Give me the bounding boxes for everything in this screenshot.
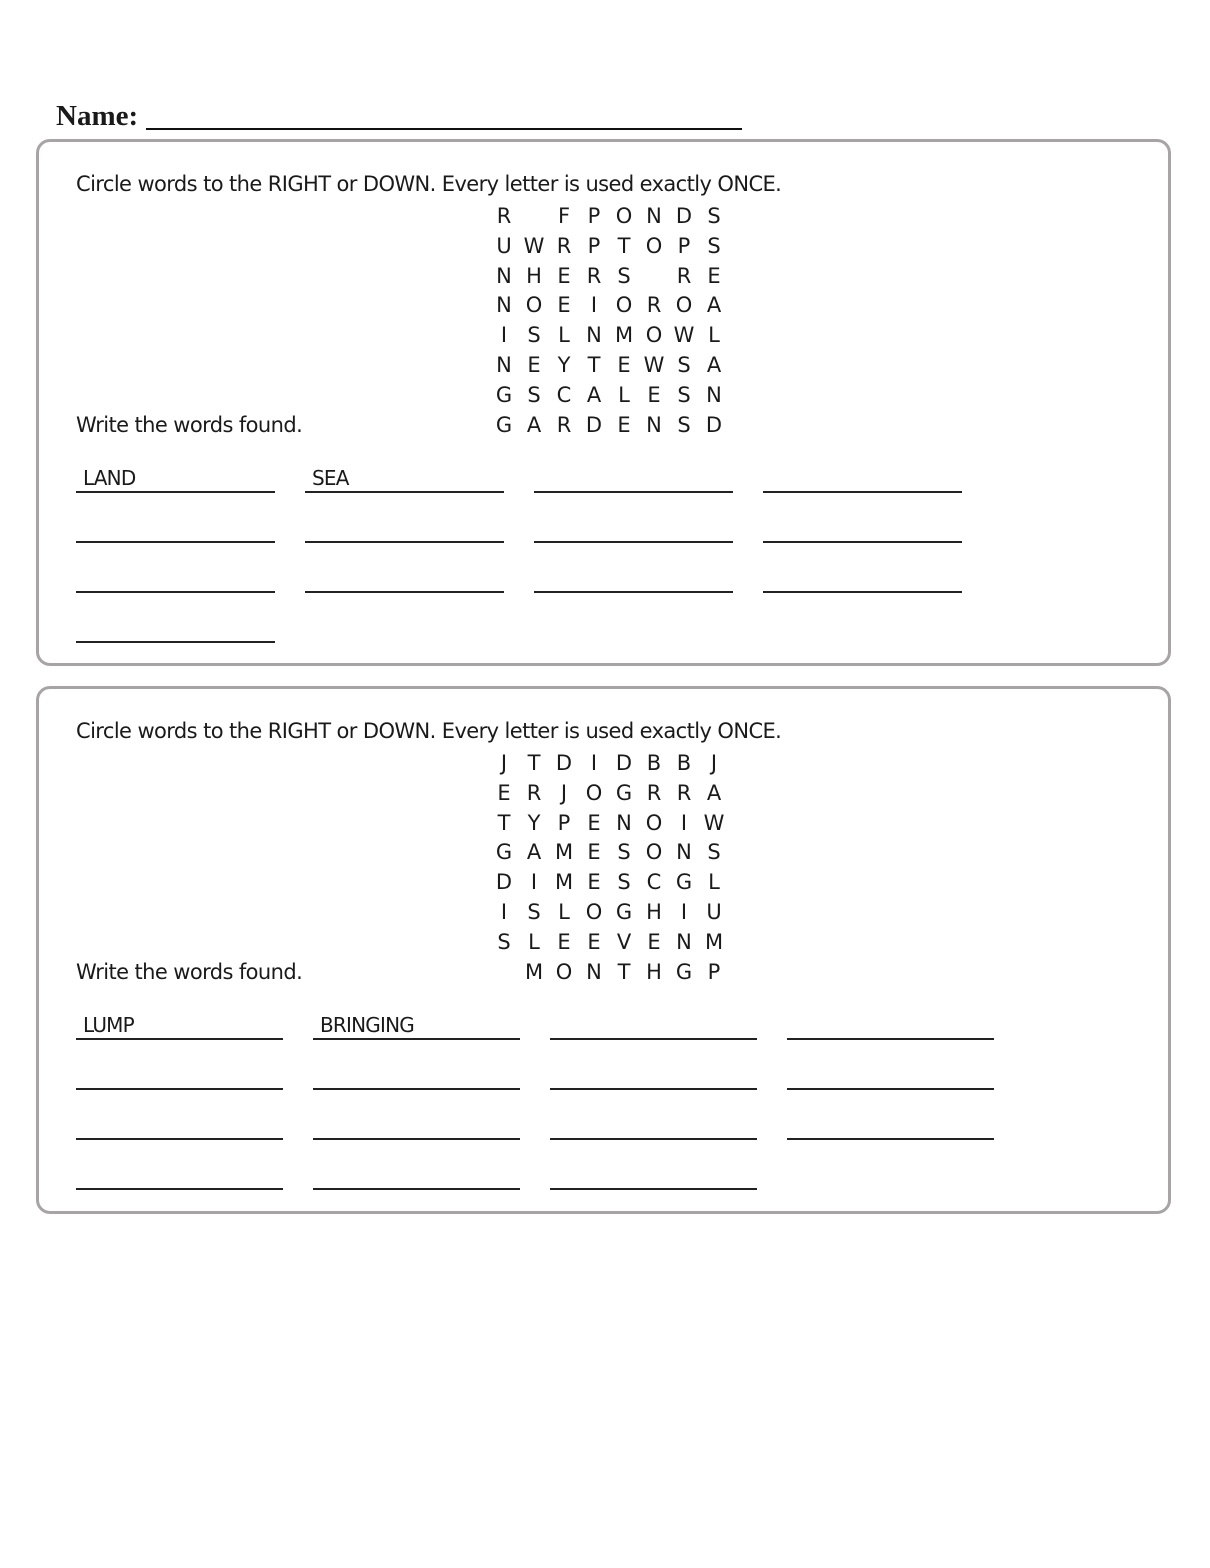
grid-row xyxy=(489,381,729,411)
grid-letter[interactable]: N xyxy=(616,810,632,835)
answer-slot[interactable] xyxy=(313,1059,520,1109)
answer-row xyxy=(76,512,992,562)
grid-letter[interactable]: E xyxy=(587,870,601,895)
grid-letter[interactable]: W xyxy=(703,810,725,835)
grid-letter[interactable]: U xyxy=(496,233,512,258)
grid-row xyxy=(489,868,729,898)
grid-letter[interactable]: A xyxy=(586,382,602,407)
grid-letter[interactable] xyxy=(489,958,519,988)
grid-row xyxy=(489,928,729,958)
grid-letter[interactable]: A xyxy=(526,412,542,437)
grid-letter[interactable]: S xyxy=(527,382,541,407)
answer-slot[interactable] xyxy=(763,512,962,562)
grid-letter[interactable]: S xyxy=(707,204,721,228)
answer-line xyxy=(313,1138,520,1140)
name-input-line[interactable] xyxy=(146,128,742,130)
answer-slot[interactable] xyxy=(76,612,275,662)
grid-letter[interactable]: E xyxy=(617,352,631,377)
answer-line xyxy=(76,1038,283,1040)
grid-letter[interactable]: C xyxy=(556,382,572,407)
answer-slot[interactable] xyxy=(76,562,275,612)
answer-line xyxy=(534,541,733,543)
grid-letter[interactable]: T xyxy=(617,233,631,258)
answer-row xyxy=(76,462,992,512)
answer-slot[interactable] xyxy=(550,1009,757,1059)
answer-slot[interactable] xyxy=(76,512,275,562)
grid-letter[interactable]: P xyxy=(587,233,601,258)
grid-letter[interactable]: D xyxy=(585,412,603,437)
puzzle-instructions: Circle words to the RIGHT or DOWN. Every letter is used exactly ONCE. xyxy=(76,172,782,196)
grid-letter[interactable]: M xyxy=(554,840,574,865)
answer-slot[interactable] xyxy=(787,1009,994,1059)
grid-letter[interactable]: S xyxy=(677,352,691,377)
grid-letter[interactable]: M xyxy=(554,870,574,895)
grid-letter[interactable]: R xyxy=(646,293,662,318)
answer-slot[interactable] xyxy=(76,1059,283,1109)
answer-word: LUMP xyxy=(83,1013,134,1037)
answer-line xyxy=(76,1088,283,1090)
puzzle-panel-2 xyxy=(36,686,1171,1214)
grid-letter[interactable]: O xyxy=(585,780,603,805)
grid-row xyxy=(489,291,729,321)
answer-slot[interactable] xyxy=(313,1009,520,1059)
answer-slot[interactable] xyxy=(550,1159,757,1209)
answer-slot[interactable] xyxy=(76,1159,283,1209)
grid-letter[interactable]: T xyxy=(587,352,601,377)
grid-letter[interactable]: E xyxy=(497,780,511,805)
grid-letter[interactable]: O xyxy=(615,293,633,318)
answer-line xyxy=(550,1138,757,1140)
grid-letter[interactable]: R xyxy=(586,263,602,288)
grid-letter[interactable]: S xyxy=(707,233,721,258)
answer-line xyxy=(550,1038,757,1040)
grid-letter[interactable] xyxy=(519,202,549,232)
grid-letter[interactable]: N xyxy=(586,959,602,984)
grid-letter[interactable]: O xyxy=(675,293,693,318)
grid-letter[interactable]: S xyxy=(707,840,721,865)
grid-letter[interactable]: L xyxy=(708,323,720,348)
grid-letter[interactable]: T xyxy=(527,751,541,775)
grid-row xyxy=(489,749,729,779)
grid-letter[interactable] xyxy=(639,262,669,292)
answer-line xyxy=(787,1038,994,1040)
answer-line xyxy=(313,1188,520,1190)
grid-row xyxy=(489,351,729,381)
grid-letter[interactable]: G xyxy=(495,840,513,865)
grid-letter[interactable]: O xyxy=(645,810,663,835)
answer-line xyxy=(550,1188,757,1190)
grid-letter[interactable]: H xyxy=(646,959,662,984)
grid-letter[interactable]: E xyxy=(557,929,571,954)
grid-letter[interactable]: A xyxy=(526,840,542,865)
grid-letter[interactable]: N xyxy=(496,293,512,318)
answer-line xyxy=(305,491,504,493)
answer-slot[interactable] xyxy=(313,1159,520,1209)
grid-letter[interactable]: L xyxy=(558,899,570,924)
grid-letter[interactable]: S xyxy=(497,929,511,954)
answer-slot[interactable] xyxy=(76,462,275,512)
grid-letter[interactable]: A xyxy=(706,780,722,805)
grid-letter[interactable]: E xyxy=(587,840,601,865)
answer-slot[interactable] xyxy=(787,1109,994,1159)
grid-letter[interactable]: S xyxy=(527,899,541,924)
answer-line xyxy=(313,1088,520,1090)
grid-letter[interactable]: U xyxy=(706,899,722,924)
answer-line xyxy=(305,591,504,593)
grid-row xyxy=(489,232,729,262)
grid-letter[interactable]: G xyxy=(495,412,513,437)
grid-letter[interactable]: W xyxy=(523,233,545,258)
grid-letter[interactable]: L xyxy=(618,382,630,407)
grid-letter[interactable]: D xyxy=(615,751,633,775)
answer-line xyxy=(76,591,275,593)
answer-slot[interactable] xyxy=(534,562,733,612)
grid-letter[interactable]: E xyxy=(647,929,661,954)
grid-letter[interactable]: E xyxy=(617,412,631,437)
grid-letter[interactable]: S xyxy=(677,382,691,407)
grid-letter[interactable]: R xyxy=(646,780,662,805)
grid-letter[interactable]: E xyxy=(587,810,601,835)
grid-letter[interactable]: G xyxy=(615,899,633,924)
grid-letter[interactable]: N xyxy=(646,412,662,437)
grid-letter[interactable]: E xyxy=(557,293,571,318)
answer-slot[interactable] xyxy=(305,512,504,562)
answer-row xyxy=(76,1059,1024,1109)
answer-row xyxy=(76,612,992,662)
grid-letter[interactable]: Y xyxy=(557,352,571,377)
grid-letter[interactable]: R xyxy=(526,780,542,805)
answer-slots xyxy=(76,1009,1024,1209)
grid-row xyxy=(489,779,729,809)
answer-line xyxy=(763,541,962,543)
grid-letter[interactable]: N xyxy=(586,323,602,348)
grid-letter[interactable]: T xyxy=(617,959,631,984)
grid-row xyxy=(489,321,729,351)
grid-letter[interactable]: S xyxy=(527,323,541,348)
grid-letter[interactable]: V xyxy=(616,929,632,954)
grid-letter[interactable]: O xyxy=(645,840,663,865)
answer-line xyxy=(534,491,733,493)
grid-letter[interactable]: I xyxy=(500,323,508,348)
grid-letter[interactable]: T xyxy=(497,810,511,835)
grid-letter[interactable]: N xyxy=(496,263,512,288)
grid-letter[interactable]: R xyxy=(556,233,572,258)
answer-line xyxy=(313,1038,520,1040)
grid-letter[interactable]: P xyxy=(677,233,691,258)
puzzle-panel-1 xyxy=(36,139,1171,666)
grid-letter[interactable]: R xyxy=(496,204,512,228)
answer-line xyxy=(763,491,962,493)
answer-slot[interactable] xyxy=(787,1059,994,1109)
grid-letter[interactable]: P xyxy=(557,810,571,835)
answer-line xyxy=(305,541,504,543)
grid-letter[interactable]: I xyxy=(680,810,688,835)
answer-row xyxy=(76,1009,1024,1059)
answer-line xyxy=(76,641,275,643)
letter-grid xyxy=(489,202,729,440)
name-label: Name: xyxy=(56,100,139,132)
grid-letter[interactable]: N xyxy=(706,382,722,407)
grid-letter[interactable]: W xyxy=(673,323,695,348)
answer-slot[interactable] xyxy=(305,462,504,512)
grid-letter[interactable]: R xyxy=(676,263,692,288)
answer-row xyxy=(76,562,992,612)
grid-letter[interactable]: S xyxy=(617,870,631,895)
grid-letter[interactable]: O xyxy=(615,204,633,228)
grid-letter[interactable]: R xyxy=(556,412,572,437)
grid-letter[interactable]: C xyxy=(646,870,662,895)
grid-letter[interactable]: I xyxy=(500,899,508,924)
grid-letter[interactable]: O xyxy=(645,233,663,258)
grid-letter[interactable]: N xyxy=(676,840,692,865)
grid-letter[interactable]: I xyxy=(680,899,688,924)
answer-slots xyxy=(76,462,992,662)
answer-word: SEA xyxy=(312,466,349,490)
grid-letter[interactable]: N xyxy=(646,204,662,228)
grid-letter[interactable]: B xyxy=(676,751,692,775)
grid-letter[interactable]: D xyxy=(675,204,693,228)
grid-letter[interactable]: D xyxy=(495,870,513,895)
grid-letter[interactable]: G xyxy=(675,959,693,984)
grid-letter[interactable]: L xyxy=(528,929,540,954)
grid-row xyxy=(489,202,729,232)
grid-letter[interactable]: W xyxy=(643,352,665,377)
grid-letter[interactable]: O xyxy=(585,899,603,924)
grid-letter[interactable]: J xyxy=(560,780,568,805)
answer-line xyxy=(76,1188,283,1190)
grid-letter[interactable]: O xyxy=(525,293,543,318)
grid-letter[interactable]: P xyxy=(587,204,601,228)
answer-row xyxy=(76,1159,1024,1209)
answer-slot[interactable] xyxy=(550,1109,757,1159)
answer-line xyxy=(787,1088,994,1090)
grid-letter[interactable]: M xyxy=(524,959,544,984)
grid-row xyxy=(489,898,729,928)
grid-letter[interactable]: I xyxy=(590,751,598,775)
grid-letter[interactable]: E xyxy=(557,263,571,288)
grid-letter[interactable]: I xyxy=(530,870,538,895)
grid-letter[interactable]: B xyxy=(646,751,662,775)
answer-row xyxy=(76,1109,1024,1159)
grid-letter[interactable]: Y xyxy=(527,810,541,835)
answer-line xyxy=(76,541,275,543)
answer-line xyxy=(76,491,275,493)
grid-letter[interactable]: H xyxy=(526,263,542,288)
grid-letter[interactable]: A xyxy=(706,352,722,377)
grid-letter[interactable]: N xyxy=(676,929,692,954)
answer-line xyxy=(787,1138,994,1140)
answer-slot[interactable] xyxy=(76,1109,283,1159)
grid-letter[interactable]: G xyxy=(495,382,513,407)
answer-slot[interactable] xyxy=(534,512,733,562)
answer-slot[interactable] xyxy=(550,1059,757,1109)
grid-letter[interactable]: E xyxy=(647,382,661,407)
answer-word: LAND xyxy=(83,466,136,490)
grid-letter[interactable]: J xyxy=(500,751,508,775)
answer-slot[interactable] xyxy=(305,562,504,612)
grid-letter[interactable]: J xyxy=(710,751,718,775)
grid-letter[interactable]: N xyxy=(496,352,512,377)
answer-line xyxy=(534,591,733,593)
grid-letter[interactable]: H xyxy=(646,899,662,924)
answer-slot[interactable] xyxy=(534,462,733,512)
grid-letter[interactable]: M xyxy=(704,929,724,954)
grid-letter[interactable]: E xyxy=(527,352,541,377)
answer-slot[interactable] xyxy=(313,1109,520,1159)
answer-slot[interactable] xyxy=(763,462,962,512)
grid-letter[interactable]: D xyxy=(555,751,573,775)
puzzle-instructions: Circle words to the RIGHT or DOWN. Every letter is used exactly ONCE. xyxy=(76,719,782,743)
grid-row xyxy=(489,809,729,839)
grid-letter[interactable]: S xyxy=(677,412,691,437)
grid-row xyxy=(489,958,729,988)
grid-letter[interactable]: P xyxy=(707,959,721,984)
grid-letter[interactable]: G xyxy=(615,780,633,805)
grid-letter[interactable]: O xyxy=(555,959,573,984)
grid-letter[interactable]: F xyxy=(557,204,571,228)
letter-grid xyxy=(489,749,729,987)
answer-line xyxy=(763,591,962,593)
grid-letter[interactable]: E xyxy=(587,929,601,954)
grid-letter[interactable]: L xyxy=(708,870,720,895)
answer-line xyxy=(550,1088,757,1090)
grid-letter[interactable]: E xyxy=(707,263,721,288)
answer-line xyxy=(76,1138,283,1140)
answer-slot[interactable] xyxy=(76,1009,283,1059)
write-words-label: Write the words found. xyxy=(76,960,303,984)
grid-letter[interactable]: L xyxy=(558,323,570,348)
grid-letter[interactable]: O xyxy=(645,323,663,348)
grid-letter[interactable]: A xyxy=(706,293,722,318)
grid-letter[interactable]: R xyxy=(676,780,692,805)
grid-row xyxy=(489,838,729,868)
grid-letter[interactable]: S xyxy=(617,263,631,288)
answer-word: BRINGING xyxy=(320,1013,414,1037)
grid-letter[interactable]: S xyxy=(617,840,631,865)
grid-letter[interactable]: M xyxy=(614,323,634,348)
grid-letter[interactable]: D xyxy=(705,412,723,437)
grid-letter[interactable]: I xyxy=(590,293,598,318)
grid-letter[interactable]: G xyxy=(675,870,693,895)
grid-row xyxy=(489,262,729,292)
answer-slot[interactable] xyxy=(763,562,962,612)
grid-row xyxy=(489,411,729,441)
write-words-label: Write the words found. xyxy=(76,413,303,437)
